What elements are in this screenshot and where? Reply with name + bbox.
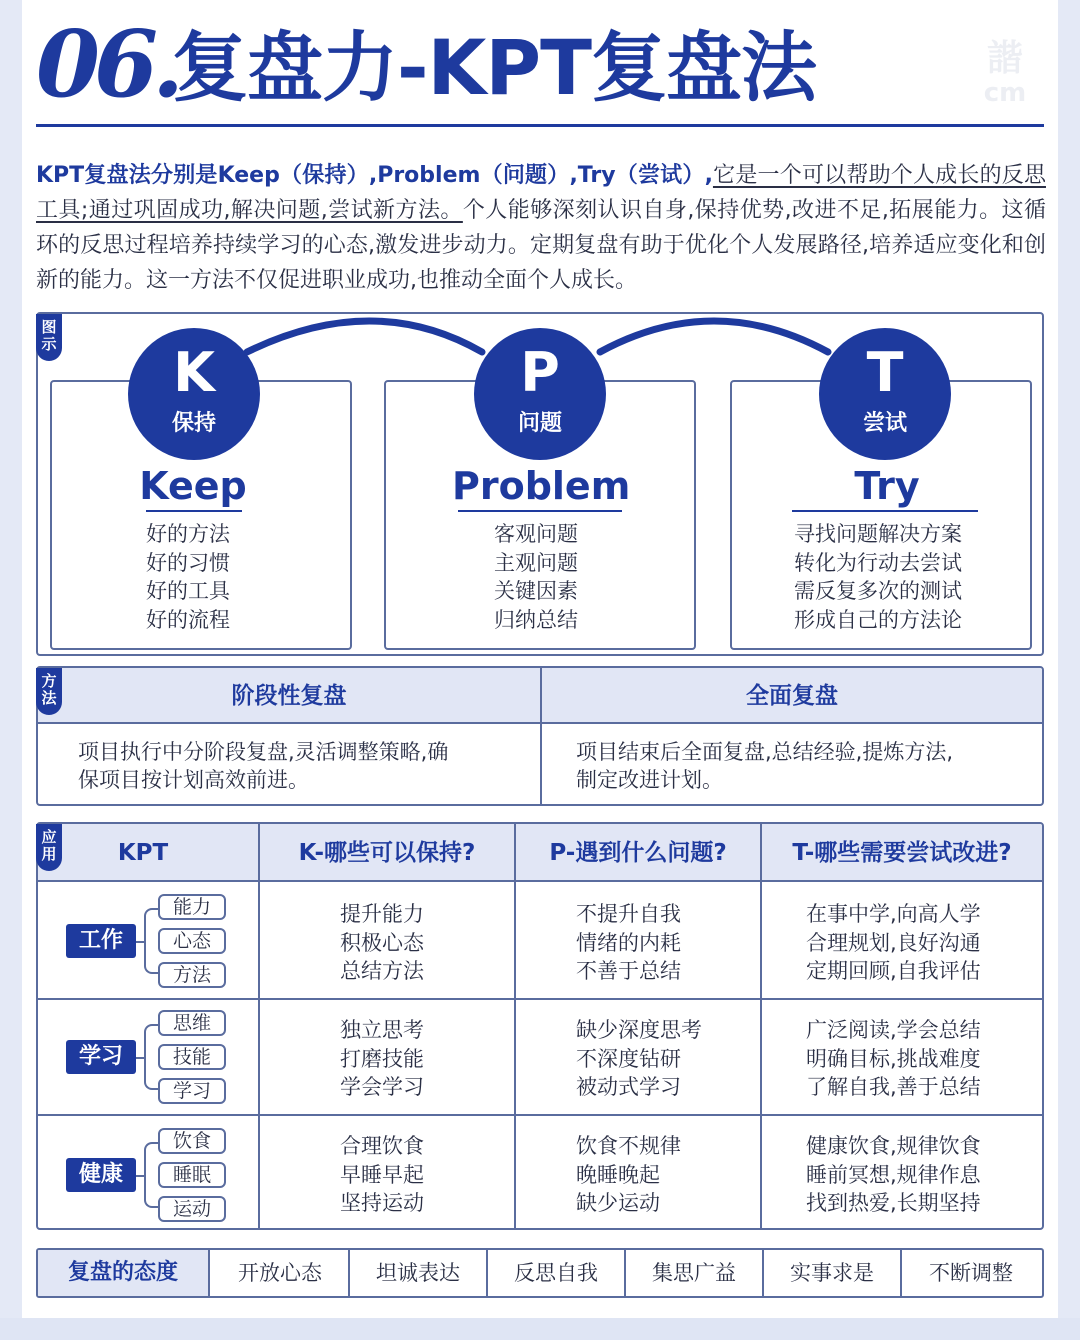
cell-line: 打磨技能 bbox=[340, 1046, 424, 1071]
cell-line: 被动式学习 bbox=[576, 1075, 681, 1099]
list-item: 转化为行动去尝试 bbox=[794, 550, 962, 575]
method-text-full bbox=[576, 738, 953, 794]
brace bbox=[144, 1024, 158, 1090]
method-header-full: 全面复盘 bbox=[542, 668, 1042, 724]
try-underline bbox=[792, 510, 978, 512]
table-header-p: P-遇到什么问题? bbox=[549, 840, 727, 866]
list-item: 需反复多次的测试 bbox=[794, 579, 962, 603]
cell-line: 学会学习 bbox=[340, 1075, 424, 1099]
method-tag bbox=[36, 668, 62, 715]
method-section bbox=[36, 666, 1044, 806]
keep-letter: K bbox=[173, 341, 215, 404]
list-item: 好的方法 bbox=[146, 522, 230, 546]
list-item: 客观问题 bbox=[494, 522, 578, 546]
sub-pill: 方法 bbox=[158, 962, 226, 988]
cell-line: 合理规划,良好沟通 bbox=[806, 930, 981, 955]
problem-letter: P bbox=[520, 341, 560, 404]
cell-t bbox=[806, 1016, 981, 1102]
brace-stub bbox=[136, 1175, 146, 1177]
application-table bbox=[36, 822, 1044, 1230]
cell-t bbox=[806, 900, 981, 986]
try-list bbox=[794, 520, 962, 634]
bottom-band bbox=[0, 1318, 1080, 1340]
problem-name: Problem bbox=[452, 464, 631, 508]
brace-stub bbox=[136, 941, 146, 943]
list-item: 形成自己的方法论 bbox=[794, 607, 962, 632]
cell-line: 独立思考 bbox=[340, 1018, 424, 1042]
list-item: 好的习惯 bbox=[146, 550, 230, 575]
cell-line: 找到热爱,长期坚持 bbox=[806, 1191, 981, 1215]
brace bbox=[144, 1142, 158, 1208]
keep-name: Keep bbox=[139, 464, 247, 508]
keep-list bbox=[146, 520, 230, 634]
text-line: 项目执行中分阶段复盘,灵活调整策略,确 bbox=[78, 740, 449, 764]
method-divider bbox=[540, 668, 542, 806]
cell-line: 饮食不规律 bbox=[576, 1134, 681, 1158]
page bbox=[22, 0, 1058, 1318]
tag-char: 图 bbox=[41, 318, 57, 336]
logo-mark-bottom: cm bbox=[983, 78, 1027, 108]
table-header-kpt: KPT bbox=[117, 840, 169, 866]
keep-cn: 保持 bbox=[171, 411, 216, 436]
category-work: 工作 bbox=[66, 924, 136, 958]
cell-line: 不提升自我 bbox=[576, 902, 681, 926]
try-circle bbox=[819, 328, 951, 460]
cell-line: 坚持运动 bbox=[340, 1191, 424, 1215]
cell-line: 合理饮食 bbox=[340, 1134, 424, 1158]
row-divider bbox=[38, 1114, 1042, 1116]
cell-line: 明确目标,挑战难度 bbox=[806, 1046, 981, 1071]
cell-line: 缺少深度思考 bbox=[576, 1018, 702, 1042]
try-cn: 尝试 bbox=[862, 411, 907, 436]
row-divider bbox=[38, 998, 1042, 1000]
attitude-label: 复盘的态度 bbox=[38, 1250, 210, 1296]
problem-circle bbox=[474, 328, 606, 460]
header-divider bbox=[36, 124, 1044, 127]
intro-rest: 个人能够深刻认识自身,保持优势,改进不足,拓展能力。这循环的反思过程培养持续学习的心态,激发进步动力。定期复盘有助于优化个人发展路径,培养适应变化和创新的能力。这一方法不仅促进职业成功,也推动全面个人成长。 bbox=[36, 198, 1046, 293]
list-item: 寻找问题解决方案 bbox=[794, 522, 962, 546]
tag-char: 方 bbox=[41, 672, 57, 690]
category-health: 健康 bbox=[66, 1158, 136, 1192]
cell-p bbox=[576, 900, 681, 986]
list-item: 关键因素 bbox=[494, 579, 578, 603]
logo-mark-top: 諧 bbox=[986, 38, 1023, 79]
application-tag bbox=[36, 824, 62, 871]
try-letter: T bbox=[866, 341, 904, 404]
cell-line: 了解自我,善于总结 bbox=[806, 1075, 981, 1099]
brace-stub bbox=[136, 1057, 146, 1059]
list-item: 好的流程 bbox=[146, 607, 230, 632]
intro-underlined: 它是一个可以帮助个人成长的反思工具;通过巩固成功,解决问题,尝试新方法。 bbox=[36, 163, 1046, 223]
attitude-item: 开放心态 bbox=[212, 1250, 350, 1296]
attitude-item: 反思自我 bbox=[488, 1250, 626, 1296]
sub-pill: 心态 bbox=[158, 928, 226, 954]
sub-pill: 睡眠 bbox=[158, 1162, 226, 1188]
col-divider bbox=[514, 824, 516, 1230]
section-number: 06. bbox=[36, 10, 179, 118]
method-header-stage: 阶段性复盘 bbox=[38, 668, 540, 724]
cell-line: 不深度钻研 bbox=[576, 1046, 681, 1071]
cell-line: 在事中学,向高人学 bbox=[806, 902, 981, 926]
text-line: 保项目按计划高效前进。 bbox=[78, 768, 309, 792]
cell-line: 提升能力 bbox=[340, 902, 424, 926]
cell-line: 晚睡晚起 bbox=[576, 1162, 660, 1187]
attitude-item: 坦诚表达 bbox=[350, 1250, 488, 1296]
tag-char: 应 bbox=[41, 828, 57, 846]
sub-pill: 能力 bbox=[158, 894, 226, 920]
try-name: Try bbox=[854, 464, 920, 508]
intro-bold: KPT复盘法分别是Keep（保持）,Problem（问题）,Try（尝试）, bbox=[36, 163, 713, 188]
keep-underline bbox=[146, 510, 242, 512]
sub-pill: 学习 bbox=[158, 1078, 226, 1104]
problem-cn: 问题 bbox=[517, 411, 562, 436]
tag-char: 示 bbox=[41, 335, 57, 353]
sub-pill: 饮食 bbox=[158, 1128, 226, 1154]
watermark-logo bbox=[970, 40, 1040, 112]
method-text-stage bbox=[78, 738, 448, 794]
attitude-bar bbox=[36, 1248, 1044, 1298]
tag-char: 法 bbox=[41, 689, 57, 707]
sub-pill: 技能 bbox=[158, 1044, 226, 1070]
cell-line: 总结方法 bbox=[340, 959, 424, 983]
table-header-t: T-哪些需要尝试改进? bbox=[792, 840, 1012, 866]
cell-p bbox=[576, 1132, 681, 1218]
cell-line: 情绪的内耗 bbox=[576, 930, 681, 955]
sub-pill: 思维 bbox=[158, 1010, 226, 1036]
attitude-item: 集思广益 bbox=[626, 1250, 764, 1296]
table-header-k: K-哪些可以保持? bbox=[298, 840, 476, 866]
page-title: 复盘力-KPT复盘法 bbox=[172, 23, 816, 112]
problem-list bbox=[494, 520, 578, 634]
list-item: 主观问题 bbox=[494, 550, 578, 575]
cell-line: 缺少运动 bbox=[576, 1191, 660, 1215]
text-line: 项目结束后全面复盘,总结经验,提炼方法, bbox=[576, 740, 954, 764]
cell-k bbox=[340, 1016, 424, 1102]
table-header-row bbox=[38, 824, 1042, 882]
cell-line: 积极心态 bbox=[340, 930, 424, 955]
cell-line: 定期回顾,自我评估 bbox=[806, 959, 981, 983]
keep-circle bbox=[128, 328, 260, 460]
cell-line: 睡前冥想,规律作息 bbox=[806, 1162, 981, 1187]
cell-k bbox=[340, 900, 424, 986]
list-item: 归纳总结 bbox=[494, 607, 578, 632]
attitude-item: 不断调整 bbox=[929, 1261, 1013, 1285]
sub-pill: 运动 bbox=[158, 1196, 226, 1222]
cell-line: 早睡早起 bbox=[340, 1162, 424, 1187]
cell-line: 不善于总结 bbox=[576, 959, 681, 983]
col-divider bbox=[258, 824, 260, 1230]
problem-underline bbox=[458, 510, 622, 512]
cell-k bbox=[340, 1132, 424, 1218]
list-item: 好的工具 bbox=[146, 579, 230, 603]
cell-line: 健康饮食,规律饮食 bbox=[806, 1134, 981, 1158]
attitude-item: 实事求是 bbox=[764, 1250, 902, 1296]
category-study: 学习 bbox=[66, 1040, 136, 1074]
cell-t bbox=[806, 1132, 981, 1218]
text-line: 制定改进计划。 bbox=[576, 768, 723, 792]
cell-p bbox=[576, 1016, 702, 1102]
intro-paragraph bbox=[36, 158, 1046, 298]
brace bbox=[144, 908, 158, 974]
cell-line: 广泛阅读,学会总结 bbox=[806, 1018, 981, 1042]
col-divider bbox=[760, 824, 762, 1230]
tag-char: 用 bbox=[41, 845, 57, 863]
